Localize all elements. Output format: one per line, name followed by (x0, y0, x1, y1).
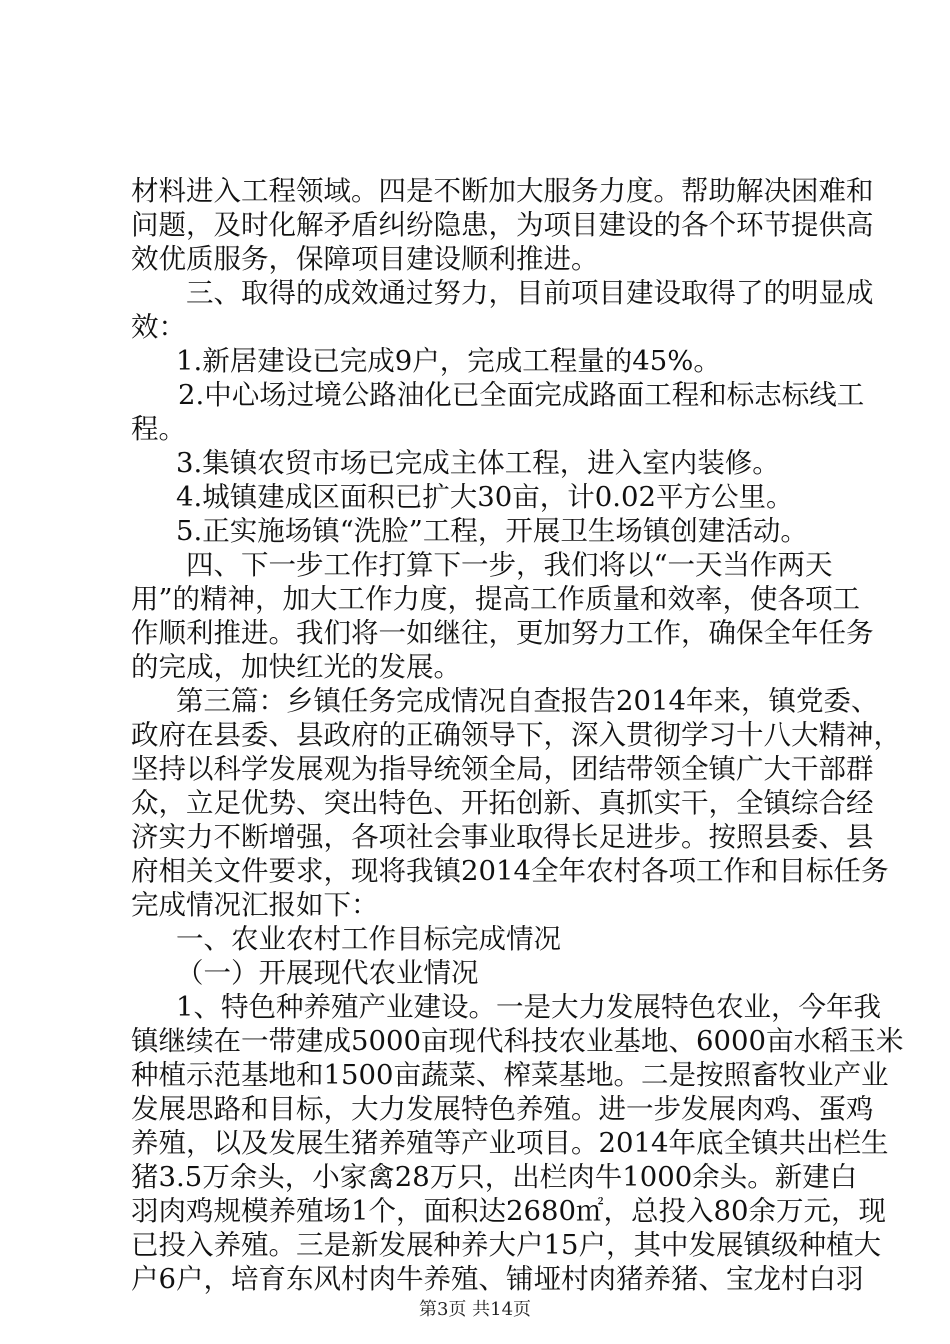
text-line: 政府在县委、县政府的正确领导下，深入贯彻学习十八大精神， (131, 719, 901, 751)
text-line: 种植示范基地和1500亩蔬菜、榨菜基地。二是按照畜牧业产业 (131, 1059, 889, 1091)
text-line: 养殖，以及发展生猪养殖等产业项目。2014年底全镇共出栏生 (131, 1127, 889, 1159)
text-line: 猪3.5万余头，小家禽28万只，出栏肉牛1000余头。新建白 (131, 1161, 858, 1193)
text-line: 用”的精神，加大工作力度，提高工作质量和效率，使各项工 (131, 583, 861, 615)
text-line: 完成情况汇报如下： (131, 889, 379, 921)
text-line: 效优质服务，保障项目建设顺利推进。 (131, 243, 599, 275)
page-number-footer: 第3页 共14页 (418, 1299, 532, 1320)
text-line: 的完成，加快红光的发展。 (131, 651, 461, 683)
text-line: 四、下一步工作打算下一步，我们将以“一天当作两天 (186, 549, 833, 581)
text-line: 府相关文件要求，现将我镇2014全年农村各项工作和目标任务 (131, 855, 889, 887)
text-line: 第三篇：乡镇任务完成情况自查报告2014年来，镇党委、 (176, 685, 879, 717)
text-line: 2.中心场过境公路油化已全面完成路面工程和标志标线工 (178, 379, 865, 411)
text-line: 程。 (131, 413, 186, 445)
text-line: 发展思路和目标，大力发展特色养殖。进一步发展肉鸡、蛋鸡 (131, 1093, 874, 1125)
text-line: 已投入养殖。三是新发展种养大户15户，其中发展镇级种植大 (131, 1229, 881, 1261)
text-line: 坚持以科学发展观为指导统领全局，团结带领全镇广大干部群 (131, 753, 874, 785)
text-line: 4.城镇建成区面积已扩大30亩，计0.02平方公里。 (176, 481, 794, 513)
text-line: （一）开展现代农业情况 (176, 957, 479, 989)
text-line: 镇继续在一带建成5000亩现代科技农业基地、6000亩水稻玉米 (131, 1025, 904, 1057)
text-line: 济实力不断增强，各项社会事业取得长足进步。按照县委、县 (131, 821, 874, 853)
text-line: 1.新居建设已完成9户，完成工程量的45%。 (176, 345, 721, 377)
text-line: 三、取得的成效通过努力，目前项目建设取得了的明显成 (186, 277, 874, 309)
text-line: 众，立足优势、突出特色、开拓创新、真抓实干，全镇综合经 (131, 787, 874, 819)
text-line: 5.正实施场镇“洗脸”工程，开展卫生场镇创建活动。 (176, 515, 808, 547)
text-line: 作顺利推进。我们将一如继往，更加努力工作，确保全年任务 (131, 617, 874, 649)
text-line: 3.集镇农贸市场已完成主体工程，进入室内装修。 (176, 447, 780, 479)
text-line: 1、特色种养殖产业建设。一是大力发展特色农业，今年我 (176, 991, 881, 1023)
text-line: 户6户，培育东风村肉牛养殖、铺垭村肉猪养猪、宝龙村白羽 (131, 1263, 864, 1295)
text-line: 羽肉鸡规模养殖场1个，面积达2680㎡，总投入80余万元，现 (131, 1195, 886, 1227)
text-line: 问题，及时化解矛盾纠纷隐患，为项目建设的各个环节提供高 (131, 209, 874, 241)
text-line: 材料进入工程领域。四是不断加大服务力度。帮助解决困难和 (131, 175, 874, 207)
text-line: 效： (131, 311, 186, 343)
text-line: 一、农业农村工作目标完成情况 (176, 923, 561, 955)
